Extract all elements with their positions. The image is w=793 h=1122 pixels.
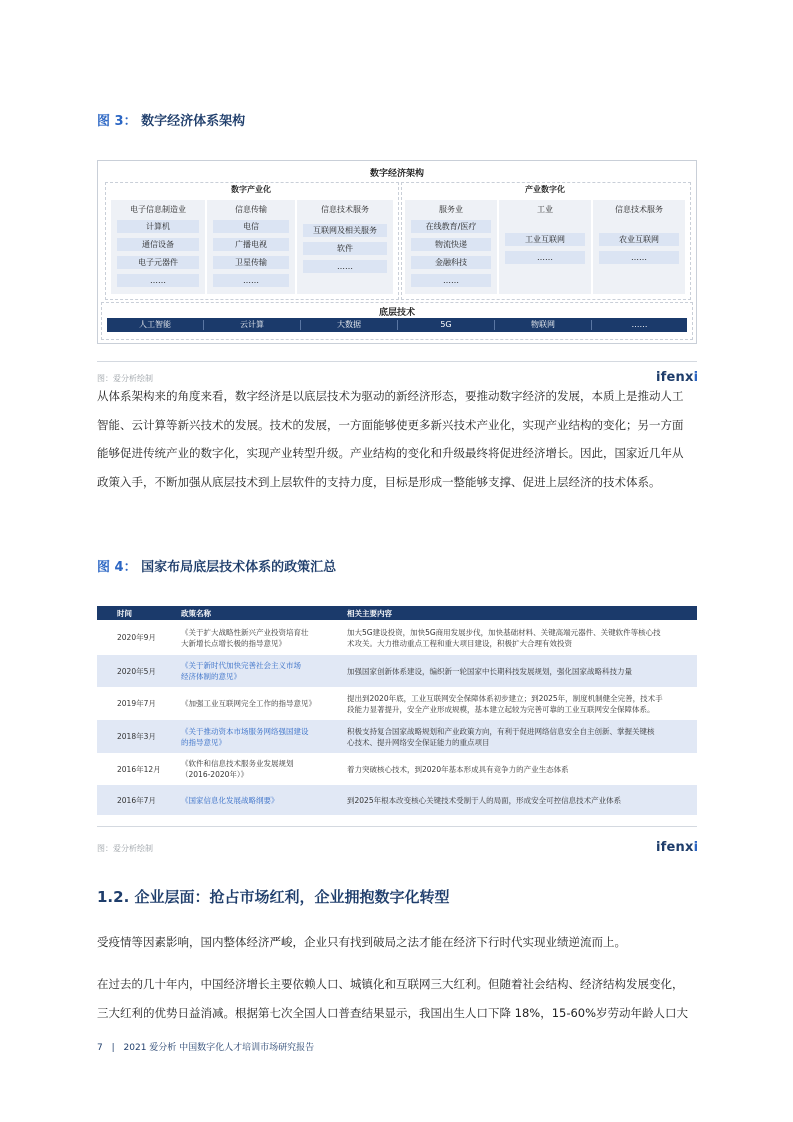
section-paragraph-2 <box>97 970 707 1027</box>
column-service <box>405 200 497 294</box>
figure3-title <box>97 110 245 129</box>
base-item: 5G <box>440 320 452 329</box>
column-electronics <box>111 200 205 294</box>
cell-name-line: 大新增长点增长极的指导意见》 <box>181 639 286 648</box>
column-title: 工业 <box>537 205 553 214</box>
cell-content-line: 积极支持复合国家战略规划和产业政策方向，有利于促进网络信息安全自主创新、掌握关键核 <box>347 727 655 736</box>
base-tech-title: 底层技术 <box>378 308 415 318</box>
cell: …… <box>411 274 491 287</box>
column-title: 信息技术服务 <box>321 205 369 214</box>
cell-content-line: 心技术、提升网络安全保证能力的重点项目 <box>347 738 490 747</box>
cell: …… <box>505 251 585 264</box>
figure4-source: 图：爱分析绘制 <box>97 844 153 853</box>
paragraph-architecture <box>97 382 707 496</box>
page-footer <box>97 1040 314 1053</box>
table-row <box>97 753 697 785</box>
cell-name <box>181 726 309 748</box>
cell-name-line: 的指导意见》 <box>181 738 226 747</box>
cell-content-line: 加大5G建设投资，加快5G商用发展步伐，加快基础材料、关键高端元器件、关键软件等核心技 <box>347 628 661 637</box>
cell-content-line: 提出到2020年底，工业互联网安全保障体系初步建立；到2025年，制度机制健全完善，技术手 <box>347 694 663 703</box>
cell: 物流快递 <box>411 238 491 251</box>
table-row <box>97 655 697 687</box>
cell-content <box>347 693 663 715</box>
table-row <box>97 620 697 655</box>
logo-accent: i <box>693 370 699 385</box>
cell-time: 2019年7月 <box>117 699 156 708</box>
paragraph-line: 智能、云计算等新兴技术的发展。技术的发展，一方面能够使更多新兴技术产业化，实现产业结构的变化；另一方面 <box>97 417 684 432</box>
cell: 卫星传输 <box>213 256 289 269</box>
cell-content <box>347 627 661 649</box>
cell: …… <box>117 274 199 287</box>
cell: …… <box>213 274 289 287</box>
logo-accent: i <box>693 840 699 855</box>
table-row <box>97 687 697 720</box>
cell: 计算机 <box>117 220 199 233</box>
digital-industry-head: 产业数字化 <box>525 185 565 194</box>
section-heading: 1.2. 企业层面：抢占市场红利，企业拥抱数字化转型 <box>97 888 450 906</box>
architecture-diagram <box>97 160 697 344</box>
cell: 互联网及相关服务 <box>303 224 387 237</box>
cell-name-line: 《关于新时代加快完善社会主义市场 <box>181 661 301 670</box>
cell: …… <box>599 251 679 264</box>
footer-separator: | <box>111 1043 115 1053</box>
figure4-title-text: 国家布局底层技术体系的政策汇总 <box>141 560 337 575</box>
cell-content-line: 段能力显著提升，安全产业形成规模，基本建立起较为完善可靠的工业互联网安全保障体系。 <box>347 705 655 714</box>
cell: 电子元器件 <box>117 256 199 269</box>
cell-name-line: 《关于扩大战略性新兴产业投资培育壮 <box>181 628 309 637</box>
column-title: 信息技术服务 <box>615 205 663 214</box>
table-row <box>97 785 697 815</box>
table-header <box>97 606 697 620</box>
column-title: 电子信息制造业 <box>130 205 186 214</box>
cell-time: 2016年12月 <box>117 765 161 774</box>
header-content: 相关主要内容 <box>347 609 392 618</box>
figure3-source: 图：爱分析绘制 <box>97 374 153 383</box>
column-industry <box>499 200 591 294</box>
header-name: 政策名称 <box>181 609 211 618</box>
figure4-title <box>97 556 336 575</box>
base-item: 人工智能 <box>139 320 171 329</box>
cell: 电信 <box>213 220 289 233</box>
cell-name <box>181 660 301 682</box>
cell-content <box>347 764 569 775</box>
cell-content-line: 到2025年根本改变核心关键技术受制于人的局面，形成安全可控信息技术产业体系 <box>347 796 622 805</box>
cell-content-line: 着力突破核心技术，到2020年基本形成具有竞争力的产业生态体系 <box>347 765 569 774</box>
cell-name <box>181 627 309 649</box>
ifenxi-logo <box>656 840 698 855</box>
cell: 在线教育/医疗 <box>411 220 491 233</box>
figure4-label: 图 4： <box>97 560 137 575</box>
base-item: 云计算 <box>240 320 264 329</box>
cell-name-line: （2016-2020年）》 <box>181 770 249 779</box>
cell-name-line: 《软件和信息技术服务业发展规划 <box>181 759 294 768</box>
figure3-label: 图 3： <box>97 114 137 129</box>
cell: 工业互联网 <box>505 233 585 246</box>
cell-time: 2018年3月 <box>117 732 156 741</box>
cell-time: 2016年7月 <box>117 796 156 805</box>
cell-content <box>347 666 632 677</box>
cell: 农业互联网 <box>599 233 679 246</box>
paragraph-line: 在过去的几十年内，中国经济增长主要依赖人口、城镇化和互联网三大红利。但随着社会结构、经济结构发展变化， <box>97 977 684 991</box>
cell-name-line: 《加强工业互联网完全工作的指导意见》 <box>181 699 316 708</box>
divider <box>97 361 697 362</box>
base-tech-row <box>107 318 687 332</box>
cell: 金融科技 <box>411 256 491 269</box>
cell-time: 2020年5月 <box>117 667 156 676</box>
policy-table <box>97 606 697 815</box>
cell-name-line: 经济体制的意见》 <box>181 672 241 681</box>
cell-content-line: 加强国家创新体系建设，编织新一轮国家中长期科技发展规划，强化国家战略科技力量 <box>347 667 632 676</box>
industry-digital-head: 数字产业化 <box>231 185 271 194</box>
paragraph-line: 能够促进传统产业的数字化，实现产业转型升级。产业结构的变化和升级最终将促进经济增长。因此，国家近几年从 <box>97 446 684 460</box>
cell: …… <box>303 260 387 273</box>
column-title: 信息传输 <box>235 205 267 214</box>
logo-main: ifenx <box>656 370 694 385</box>
base-item: 大数据 <box>337 320 361 329</box>
cell: 广播电视 <box>213 238 289 251</box>
cell-content-line: 术攻关。大力推动重点工程和重大项目建设，积极扩大合理有效投资 <box>347 639 572 648</box>
cell-name <box>181 698 316 709</box>
section-paragraph-1: 受疫情等因素影响，国内整体经济严峻，企业只有找到破局之法才能在经济下行时代实现业绩逆流而上。 <box>97 935 626 949</box>
cell-name-line: 《国家信息化发展战略纲要》 <box>181 796 279 805</box>
paragraph-line: 三大红利的优势日益消减。根据第七次全国人口普查结果显示，我国出生人口下降 18%，15-60%岁劳动年龄人口大 <box>97 1005 689 1020</box>
figure3-title-text: 数字经济体系架构 <box>141 114 246 129</box>
cell-name <box>181 795 279 806</box>
paragraph-line: 从体系架构来的角度来看，数字经济是以底层技术为驱动的新经济形态，要推动数字经济的发展，本质上是推动人工 <box>97 389 684 403</box>
cell-content <box>347 726 655 748</box>
table-row <box>97 720 697 753</box>
page-number: 7 <box>97 1043 103 1053</box>
cell: 软件 <box>303 242 387 255</box>
column-title: 服务业 <box>439 205 463 214</box>
logo-main: ifenx <box>656 840 694 855</box>
header-time: 时间 <box>117 609 132 618</box>
base-item: …… <box>631 320 648 329</box>
paragraph-line: 政策入手，不断加强从底层技术到上层软件的支持力度，目标是形成一整能够支撑、促进上层经济的技术体系。 <box>97 474 661 489</box>
divider <box>97 826 697 827</box>
cell-content <box>347 795 621 806</box>
cell: 通信设备 <box>117 238 199 251</box>
cell-name <box>181 758 294 780</box>
base-item: 物联网 <box>531 320 555 329</box>
column-transmission <box>207 200 295 294</box>
diagram-title: 数字经济架构 <box>369 169 424 179</box>
cell-name-line: 《关于推动资本市场服务网络强国建设 <box>181 727 309 736</box>
column-it-service <box>297 200 393 294</box>
footer-text: 2021 爱分析 中国数字化人才培训市场研究报告 <box>123 1043 315 1053</box>
column-it-service-2 <box>593 200 685 294</box>
cell-time: 2020年9月 <box>117 633 156 642</box>
